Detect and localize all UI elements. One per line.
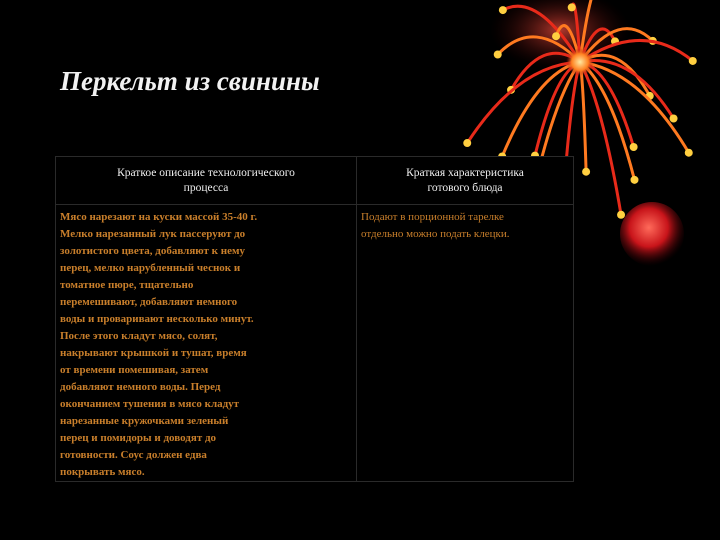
firework-ray	[580, 62, 634, 147]
header-dish-characteristic	[357, 157, 574, 205]
firework-spark	[499, 6, 507, 14]
cell-dish-characteristic	[357, 205, 574, 482]
page-title: Перкельт из свинины	[60, 66, 320, 96]
table-row	[56, 205, 574, 482]
firework-spark	[582, 168, 590, 176]
table-header-row	[56, 157, 574, 205]
recipe-table	[55, 156, 574, 482]
firework-spark	[685, 149, 693, 157]
firework-spark	[568, 3, 576, 11]
header-dish-characteristic-text: Краткая характеристика готового блюда	[406, 166, 524, 194]
firework-spark	[494, 51, 502, 59]
header-process-description	[56, 157, 357, 205]
glowing-orb-icon	[620, 202, 684, 266]
firework-spark	[670, 114, 678, 122]
cell-process-description	[56, 205, 357, 482]
firework-ray	[580, 62, 586, 172]
firework-core	[566, 48, 594, 76]
dish-characteristic-text: Подают в порционной тарелке отдельно можно подать клецки.	[361, 211, 510, 240]
firework-spark	[463, 139, 471, 147]
firework-spark	[630, 176, 638, 184]
firework-spark	[552, 32, 560, 40]
firework-spark	[689, 57, 697, 65]
process-description-text: Мясо нарезают на куски массой 35-40 г. Мелко нарезанный лук пассеруют до золотистого цвета, добавляют к нему перец, мелко нарубленный чеснок и томатное пюре, тщательно перемешивают, добавляют немного воды и проваривают несколько минут. После этого кладут мясо, солят, накрывают крышкой и тушат, время от времени помешивая, затем добавляют немного воды. Перед окончанием тушения в мясо кладут нарезанные кружочками зеленый перец и помидоры и доводят до готовности. Соус должен едва покрывать мясо.	[60, 211, 258, 478]
header-process-description-text: Краткое описание технологического процесса	[117, 166, 295, 194]
firework-ray	[467, 62, 580, 143]
firework-spark	[617, 211, 625, 219]
firework-spark	[630, 143, 638, 151]
